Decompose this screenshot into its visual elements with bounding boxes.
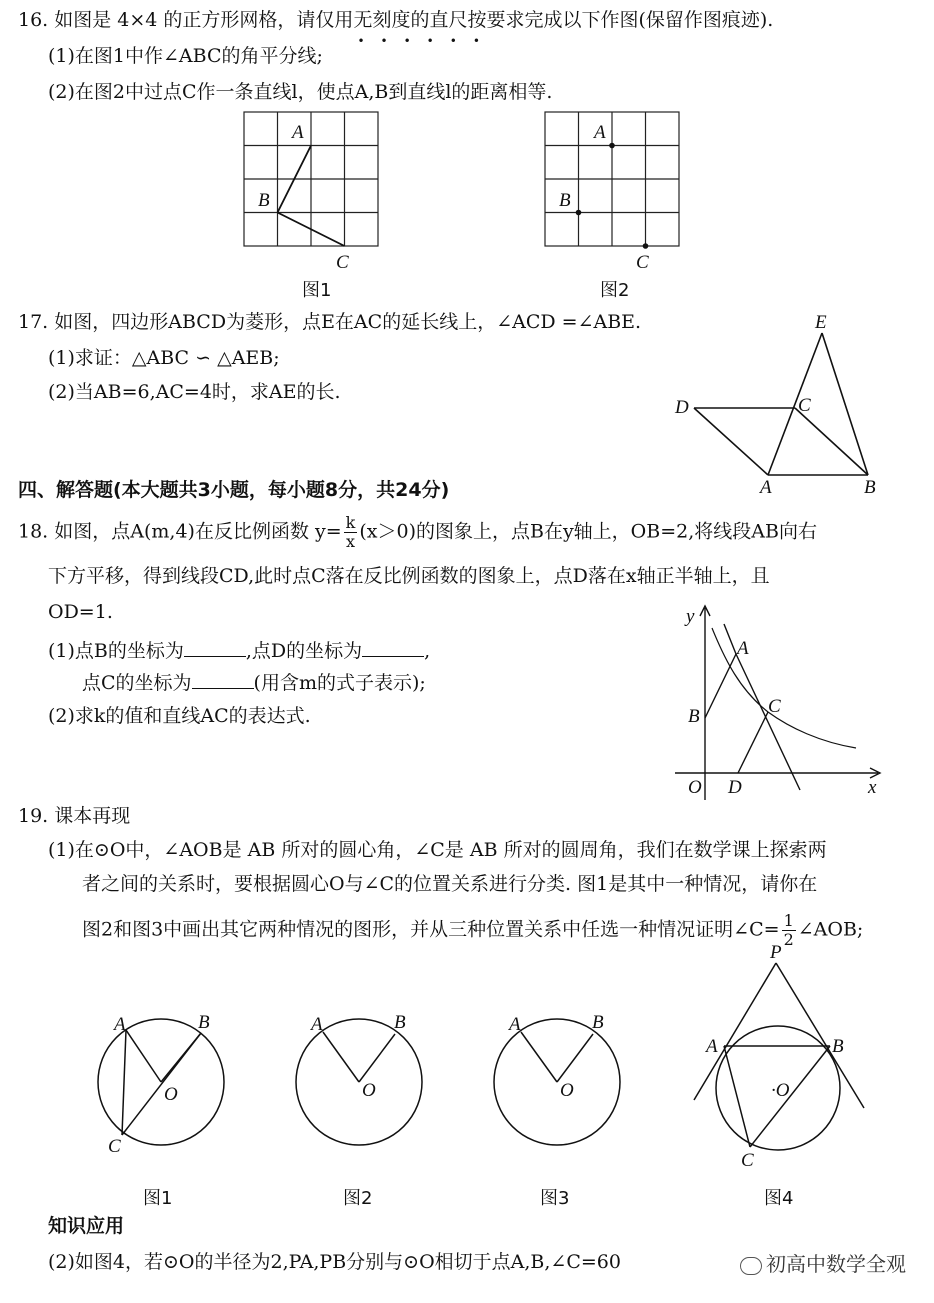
q19-part1-l3-pre: 图2和图3中画出其它两种情况的图形，并从三种位置关系中任选一种情况证明∠C= [82,918,780,941]
q18-line3: OD=1. [48,601,113,623]
q19-fig3-label-b: B [592,1012,604,1033]
q19-half-den: 2 [783,930,794,949]
q18-part1-b: ,点D的坐标为 [245,640,363,662]
q19-part1-line1: (1)在⊙O中，∠AOB是 AB 所对的圆心角，∠C是 AB 所对的圆周角，我们在数学课上探索两 [48,839,827,861]
q16-stem-pre: 16. 如图是 4×4 的正方形网格，请仅用 [18,9,354,31]
q19-part2: (2)如图4，若⊙O的半径为2,PA,PB分别与⊙O相切于点A,B,∠C=60 [48,1251,621,1273]
q19-fig4-label-p: P [770,942,782,963]
q18-line1-pre: 18. 如图，点A(m,4)在反比例函数 y= [18,520,342,543]
q19-fig4-caption: 图4 [764,1188,794,1209]
q18-label-x: x [868,777,877,798]
q18-label-a: A [737,638,749,659]
q18-part1-a: (1)点B的坐标为 [48,640,184,662]
q16-fig2-caption: 图2 [600,280,630,301]
q19-fig1 [98,1019,224,1145]
q19-part1-l3-post: ∠AOB; [797,918,864,941]
fig1-label-b: B [258,190,270,211]
q19-fig4-label-a: A [706,1036,718,1057]
q18-frac-den: x [345,532,356,551]
q16-fig1-caption: 图1 [302,280,332,301]
q19-fig3-label-o: O [560,1080,574,1101]
q17-label-b: B [864,477,876,498]
q18-label-y: y [686,606,695,627]
q17-part1: (1)求证：△ABC ∽ △AEB; [48,347,280,369]
fig1-label-c: C [336,252,349,273]
q18-part2: (2)求k的值和直线AC的表达式. [48,705,311,727]
q19-fig1-caption: 图1 [143,1188,173,1209]
q17-label-a: A [760,477,772,498]
q18-frac-num: k [345,513,356,532]
q18-label-b: B [688,706,700,727]
q18-label-c: C [768,696,781,717]
q19-fig1-label-c: C [108,1136,121,1157]
emphasis-dots: •••••• [357,34,496,48]
q18-label-o: O [688,777,702,798]
q19-fig2 [296,1019,422,1145]
q16-part1: (1)在图1中作∠ABC的角平分线; [48,45,323,67]
q19-title: 19. 课本再现 [18,805,131,827]
q17-stem: 17. 如图，四边形ABCD为菱形，点E在AC的延长线上，∠ACD =∠ABE. [18,311,642,333]
q19-fig4-label-o: ·O [771,1080,790,1101]
fig2-label-c: C [636,252,649,273]
q16-stem-emph-text: 无刻度的 [353,9,430,31]
q19-fig3-caption: 图3 [540,1188,570,1209]
q19-fig1-label-a: A [114,1014,126,1035]
watermark-text: 初高中数学全观 [766,1252,906,1276]
q19-fig4-label-b: B [832,1036,844,1057]
q18-label-d: D [728,777,742,798]
q19-fig4-label-c: C [741,1150,754,1171]
q18-part1-d: 点C的坐标为 [82,672,192,694]
q17-part2: (2)当AB=6,AC=4时，求AE的长. [48,381,341,403]
fig2-label-b: B [559,190,571,211]
q19-fig2-label-o: O [362,1080,376,1101]
q16-part2: (2)在图2中过点C作一条直线l，使点A,B到直线l的距离相等. [48,81,553,103]
q17-label-d: D [675,397,689,418]
q19-fig3 [494,1019,620,1145]
q17-label-c: C [798,395,811,416]
q19-fig1-label-o: O [164,1084,178,1105]
watermark [740,1248,906,1277]
q19-fig2-label-a: A [311,1014,323,1035]
q19-fig2-label-b: B [394,1012,406,1033]
q19-fig2-caption: 图2 [343,1188,373,1209]
fig1-label-a: A [292,122,304,143]
q18-part1-c: , [424,640,431,662]
q18-line2: 下方平移，得到线段CD,此时点C落在反比例函数的图象上，点D落在x轴正半轴上，且 [48,565,770,587]
q19-fig3-label-a: A [509,1014,521,1035]
q18-line1-post: (x＞0)的图象上，点B在y轴上，OB=2,将线段AB向右 [359,520,817,543]
q19-knowledge-heading: 知识应用 [48,1215,125,1237]
fig2-label-a: A [594,122,606,143]
q16-stem-post: 直尺按要求完成以下作图(保留作图痕迹). [429,9,774,31]
section4-title: 四、解答题(本大题共3小题，每小题8分，共24分) [18,479,450,501]
q19-fig1-label-b: B [198,1012,210,1033]
q18-part1-e: (用含m的式子表示); [253,672,426,694]
q19-part1-line2: 者之间的关系时，要根据圆心O与∠C的位置关系进行分类. 图1是其中一种情况，请你在 [82,873,818,895]
wechat-icon [740,1257,762,1275]
q19-half-num: 1 [783,911,794,930]
q17-label-e: E [815,312,827,333]
